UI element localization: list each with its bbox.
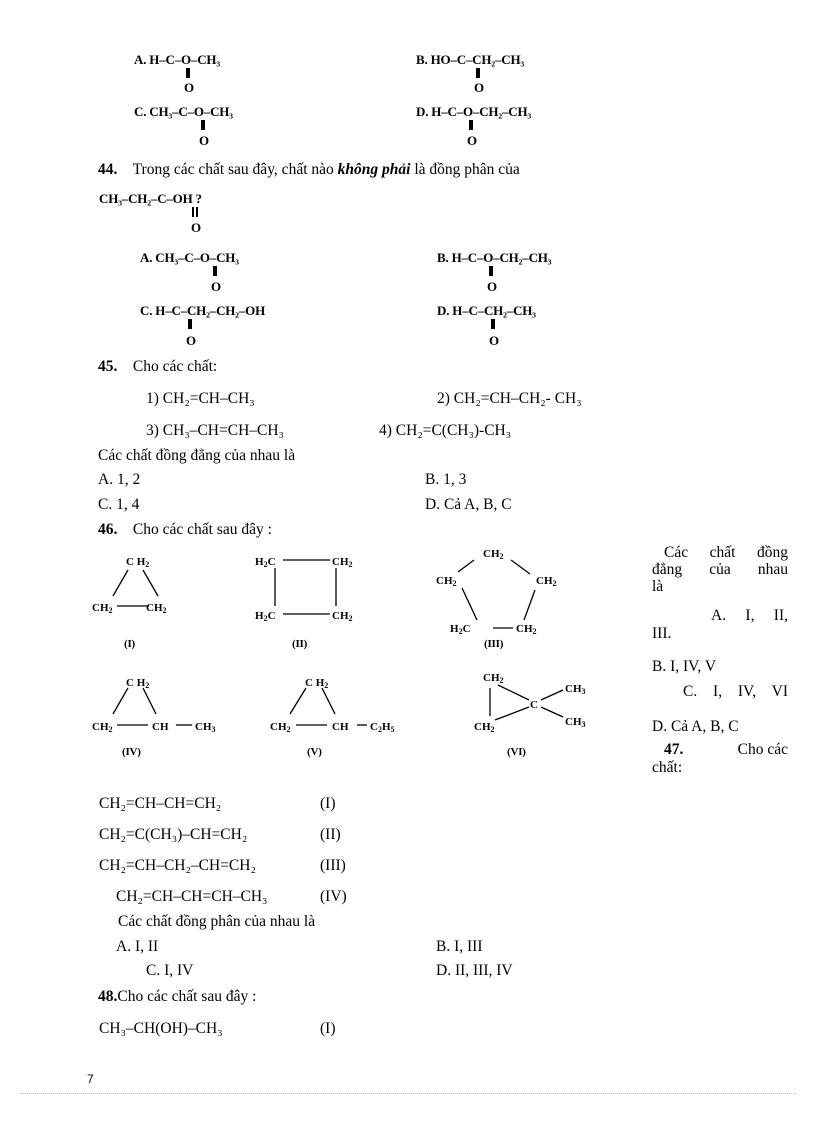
svg-text:CH2: CH2 bbox=[92, 721, 113, 734]
q44-c-double-bond bbox=[188, 319, 192, 329]
q44-c-oxygen: O bbox=[186, 333, 196, 348]
svg-text:CH2: CH2 bbox=[436, 575, 457, 588]
q45-option-b: B. 1, 3 bbox=[425, 471, 467, 488]
q43-c-double-bond bbox=[201, 120, 205, 130]
q47-prompt: Các chất đồng phân của nhau là bbox=[118, 913, 316, 930]
q46-label-v: (V) bbox=[307, 746, 322, 758]
q48-formula-1: CH₃–CH(OH)–CH₃ bbox=[99, 1020, 223, 1037]
q47-label-3: (III) bbox=[320, 857, 346, 874]
q46-label-i: (I) bbox=[124, 638, 136, 650]
q46-text: Cho các chất sau đây : bbox=[132, 521, 272, 538]
q45-substance-4: 4) CH₂=C(CH₃)-CH₃ bbox=[379, 422, 512, 439]
q43-b-double-bond bbox=[476, 68, 480, 78]
q47-heading-cont: chất: bbox=[652, 759, 683, 776]
q46-label-vi: (VI) bbox=[507, 746, 526, 758]
q47-option-a: A. I, II bbox=[116, 938, 159, 955]
q46-side-option-d: D. Cả A, B, C bbox=[652, 718, 739, 735]
q44-formula-oxygen: O bbox=[191, 220, 201, 235]
q44-b-oxygen: O bbox=[487, 279, 497, 294]
q47-label-1: (I) bbox=[320, 795, 336, 812]
q47-label-2: (II) bbox=[320, 826, 341, 843]
svg-text:C H2: C H2 bbox=[126, 556, 150, 569]
q48-label-1: (I) bbox=[320, 1020, 336, 1037]
q43-d-oxygen: O bbox=[467, 133, 477, 148]
svg-text:CH3: CH3 bbox=[195, 721, 216, 734]
svg-text:CH2: CH2 bbox=[474, 721, 495, 734]
q46-label-ii: (II) bbox=[292, 638, 308, 650]
q46-side-line3: là bbox=[652, 578, 664, 595]
q47-label-4: (IV) bbox=[320, 888, 347, 905]
svg-text:C H2: C H2 bbox=[305, 677, 329, 690]
svg-text:CH2: CH2 bbox=[332, 610, 353, 623]
q46-label-iv: (IV) bbox=[122, 746, 141, 758]
q47-heading-text: Cho các bbox=[737, 741, 788, 758]
q48-question bbox=[98, 988, 256, 1006]
q44-b-double-bond bbox=[489, 266, 493, 276]
q45-substance-1: 1) CH₂=CH–CH₃ bbox=[146, 390, 255, 407]
q44-formula-double-bond-1 bbox=[192, 207, 194, 217]
q44-formula: CH₃–CH₂–C–OH ? bbox=[99, 191, 202, 206]
q44-formula-double-bond-2 bbox=[196, 207, 198, 217]
q44-d-double-bond bbox=[491, 319, 495, 329]
q43-a-double-bond bbox=[186, 68, 190, 78]
q44-question bbox=[98, 161, 520, 179]
q46-number: 46. bbox=[98, 521, 118, 538]
q46-structure-atom-labels bbox=[92, 548, 586, 734]
q47-option-c: C. I, IV bbox=[146, 962, 194, 979]
q43-option-a: A. H–C–O–CH₃ bbox=[134, 52, 220, 67]
svg-text:H2C: H2C bbox=[255, 556, 276, 569]
q43-b-oxygen: O bbox=[474, 80, 484, 95]
svg-text:CH2: CH2 bbox=[483, 672, 504, 685]
q47-formula-3: CH₂=CH–CH₂–CH=CH₂ bbox=[99, 857, 256, 874]
q46-label-iii: (III) bbox=[484, 638, 504, 650]
q45-option-c: C. 1, 4 bbox=[98, 496, 140, 513]
page-number: 7 bbox=[87, 1072, 94, 1086]
q46-side-option-c: C. I, IV, VI bbox=[683, 683, 788, 700]
svg-text:CH: CH bbox=[152, 721, 169, 733]
q44-text-emphasis: không phải bbox=[337, 161, 411, 178]
svg-text:CH: CH bbox=[332, 721, 349, 733]
svg-text:H2C: H2C bbox=[255, 610, 276, 623]
q47-option-d: D. II, III, IV bbox=[436, 962, 513, 979]
q45-option-a: A. 1, 2 bbox=[98, 471, 141, 488]
svg-text:C H2: C H2 bbox=[126, 677, 150, 690]
q45-prompt: Các chất đồng đẳng của nhau là bbox=[98, 447, 296, 464]
svg-text:CH2: CH2 bbox=[146, 602, 167, 615]
q43-option-c: C. CH₃–C–O–CH₃ bbox=[134, 104, 233, 119]
q44-a-oxygen: O bbox=[211, 279, 221, 294]
svg-text:CH2: CH2 bbox=[483, 548, 504, 561]
svg-text:CH2: CH2 bbox=[92, 602, 113, 615]
q44-d-oxygen: O bbox=[489, 333, 499, 348]
q47-formula-2: CH₂=C(CH₃)–CH=CH₂ bbox=[99, 826, 248, 843]
svg-text:CH2: CH2 bbox=[536, 575, 557, 588]
q44-a-double-bond bbox=[213, 266, 217, 276]
svg-text:CH2: CH2 bbox=[516, 623, 537, 636]
q44-option-d: D. H–C–CH₂–CH₃ bbox=[437, 303, 536, 318]
svg-text:CH2: CH2 bbox=[270, 721, 291, 734]
q47-option-b: B. I, III bbox=[436, 938, 483, 955]
q44-text-before: Trong các chất sau đây, chất nào bbox=[132, 161, 338, 178]
svg-text:C: C bbox=[530, 699, 538, 711]
q46-side-option-a: A. I, II, bbox=[711, 607, 788, 624]
q45-text: Cho các chất: bbox=[132, 358, 218, 375]
q45-option-d: D. Cả A, B, C bbox=[425, 496, 512, 513]
q48-text: Cho các chất sau đây : bbox=[117, 988, 257, 1005]
q43-option-b: B. HO–C–CH₂–CH₃ bbox=[416, 52, 525, 67]
q43-c-oxygen: O bbox=[199, 133, 209, 148]
q47-number: 47. bbox=[664, 741, 684, 758]
q46-side-option-a-cont: III. bbox=[652, 625, 672, 642]
q47-formula-4: CH₂=CH–CH=CH–CH₃ bbox=[116, 888, 268, 905]
q46-side-option-b: B. I, IV, V bbox=[652, 658, 717, 675]
svg-text:H2C: H2C bbox=[450, 623, 471, 636]
q46-side-line1: Các chất đồng bbox=[664, 544, 788, 561]
svg-text:C2H5: C2H5 bbox=[370, 721, 395, 734]
q44-number: 44. bbox=[98, 161, 118, 178]
footer-divider bbox=[20, 1093, 796, 1094]
q46-question bbox=[98, 521, 272, 539]
q45-substance-3: 3) CH₃–CH=CH–CH₃ bbox=[146, 422, 284, 439]
q46-structures-figure bbox=[0, 540, 640, 775]
q47-heading bbox=[664, 742, 788, 758]
q46-side-line2: đẳng của nhau bbox=[652, 561, 788, 578]
q43-option-d: D. H–C–O–CH₂–CH₃ bbox=[416, 104, 532, 119]
q44-text-after: là đồng phân của bbox=[410, 161, 520, 178]
q44-option-a: A. CH₃–C–O–CH₃ bbox=[140, 250, 239, 265]
q45-question bbox=[98, 358, 217, 376]
q47-formula-1: CH₂=CH–CH=CH₂ bbox=[99, 795, 222, 812]
svg-text:CH3: CH3 bbox=[565, 683, 586, 696]
q43-a-oxygen: O bbox=[184, 80, 194, 95]
q45-substance-2: 2) CH₂=CH–CH₂- CH₃ bbox=[437, 390, 582, 407]
q44-option-c: C. H–C–CH₂–CH₂–OH bbox=[140, 303, 266, 318]
q44-option-b: B. H–C–O–CH₂–CH₃ bbox=[437, 250, 552, 265]
svg-text:CH3: CH3 bbox=[565, 716, 586, 729]
svg-text:CH2: CH2 bbox=[332, 556, 353, 569]
q43-d-double-bond bbox=[469, 120, 473, 130]
q45-number: 45. bbox=[98, 358, 118, 375]
q48-number: 48. bbox=[98, 988, 118, 1005]
